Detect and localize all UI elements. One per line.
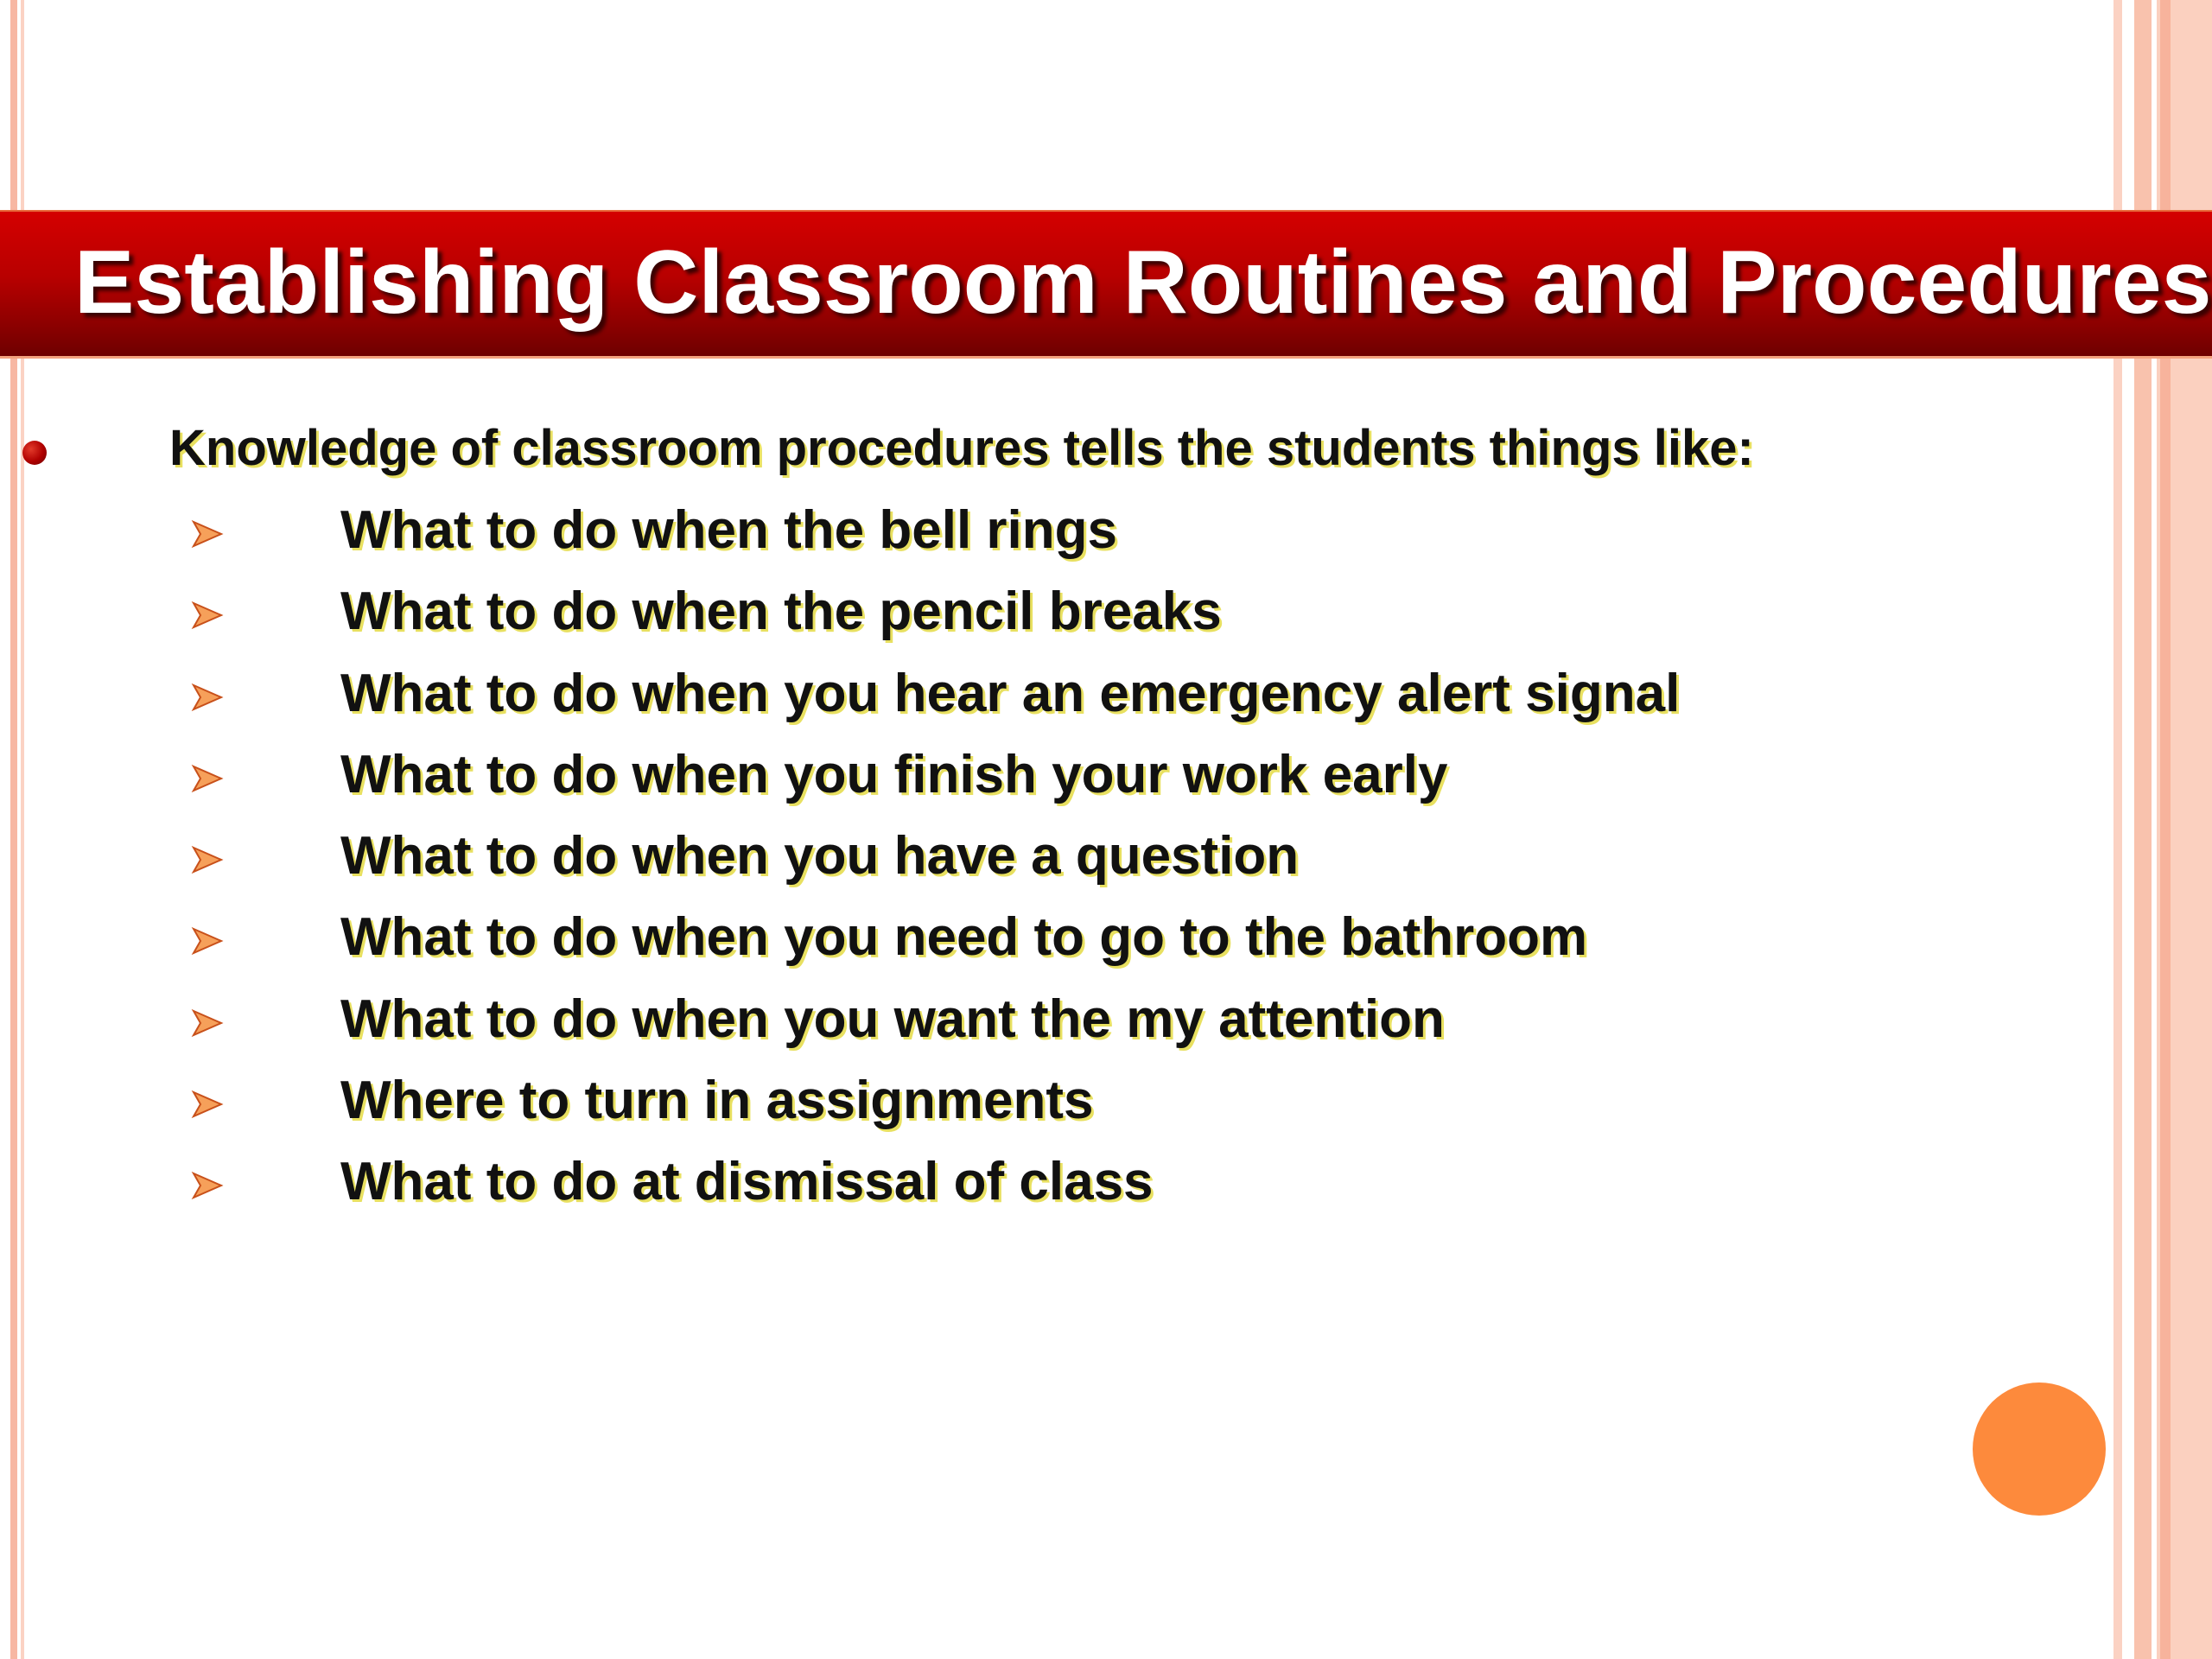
arrowhead-bullet-icon bbox=[190, 842, 225, 877]
list-item bbox=[0, 1149, 1901, 1230]
arrowhead-bullet-icon bbox=[190, 761, 225, 796]
intro-text: Knowledge of classroom procedures tells the students things like: bbox=[169, 420, 1754, 476]
arrowhead-bullet-icon bbox=[190, 680, 225, 715]
arrowhead-bullet-icon bbox=[190, 598, 225, 632]
list-item-text: What to do when you need to go to the bathroom bbox=[340, 907, 1588, 968]
list-item-text: Where to turn in assignments bbox=[340, 1071, 1094, 1131]
arrowhead-bullet-icon bbox=[190, 1087, 225, 1122]
list-item-text: What to do when you have a question bbox=[340, 826, 1300, 887]
orange-circle-decoration bbox=[1973, 1382, 2106, 1516]
list-item bbox=[0, 579, 1901, 660]
list-item bbox=[0, 823, 1901, 905]
red-dot-bullet-icon bbox=[22, 441, 47, 465]
arrowhead-bullet-icon bbox=[190, 1006, 225, 1040]
list-item-text: What to do when the pencil breaks bbox=[340, 582, 1222, 642]
list-item bbox=[0, 1068, 1901, 1149]
arrowhead-bullet-icon bbox=[190, 517, 225, 551]
list-item bbox=[0, 905, 1901, 986]
list-item bbox=[0, 987, 1901, 1068]
list-item-text: What to do when the bell rings bbox=[340, 500, 1117, 560]
arrowhead-bullet-icon bbox=[190, 1168, 225, 1203]
list-item-text: What to do when you finish your work early bbox=[340, 744, 1448, 804]
slide-title: Establishing Classroom Routines and Procedures bbox=[74, 232, 2212, 333]
list-item bbox=[0, 661, 1901, 742]
list-item-text: What to do when you want the my attention bbox=[340, 988, 1445, 1049]
list-item bbox=[0, 742, 1901, 823]
list-item bbox=[0, 498, 1901, 579]
procedure-list bbox=[0, 498, 1901, 1231]
list-item-text: What to do at dismissal of class bbox=[340, 1152, 1154, 1212]
arrowhead-bullet-icon bbox=[190, 924, 225, 958]
list-item-text: What to do when you hear an emergency alert signal bbox=[340, 663, 1681, 723]
